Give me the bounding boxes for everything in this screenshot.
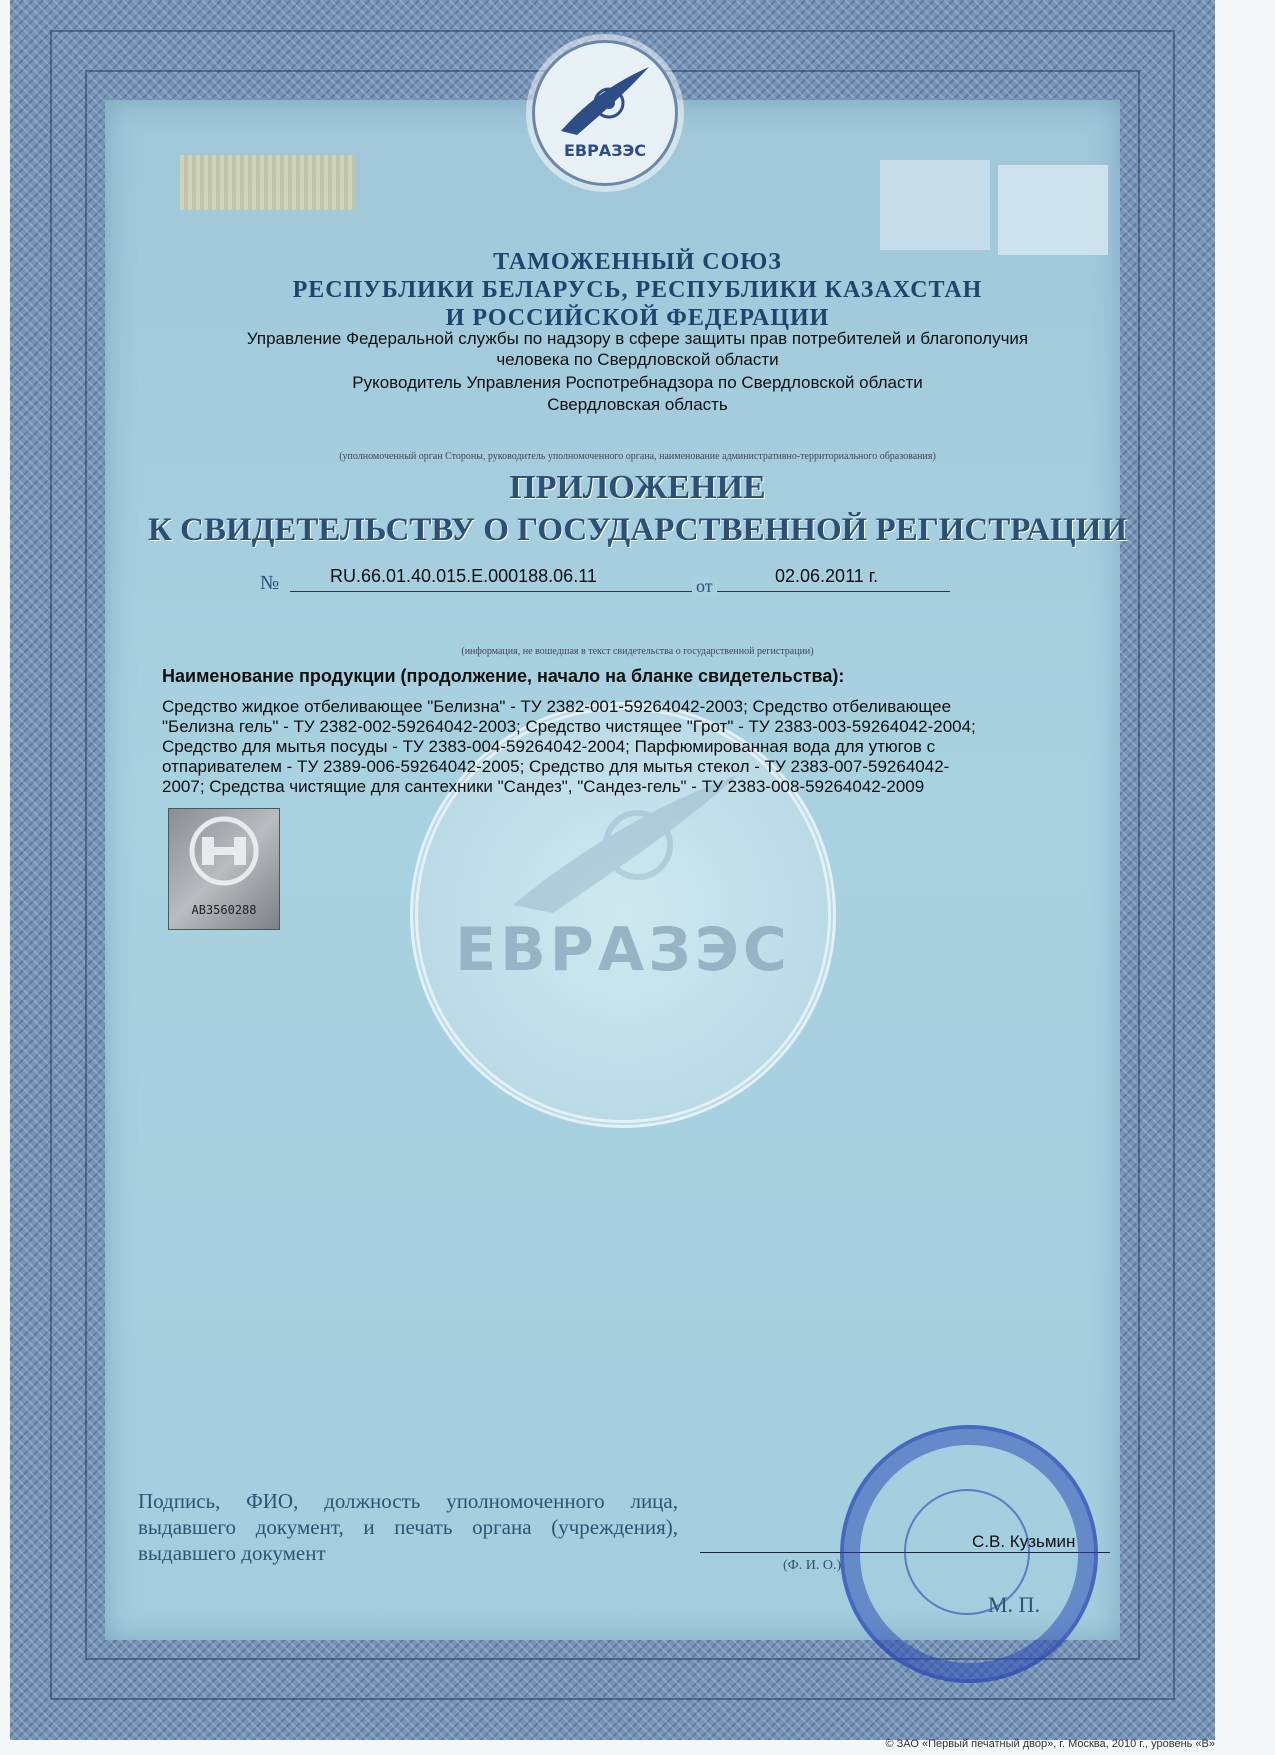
official-seal: [840, 1425, 1098, 1683]
products-heading: Наименование продукции (продолжение, начало на бланке свидетельства):: [162, 666, 845, 686]
authority-line-4: Свердловская область: [547, 395, 728, 414]
eurasec-logo: [532, 40, 678, 186]
signer-name: С.В. Кузьмин: [972, 1532, 1076, 1551]
security-patch-right-2: [998, 165, 1108, 255]
printer-footer: © ЗАО «Первый печатный двор», г. Москва, 2010 г., уровень «В»: [885, 1738, 1215, 1750]
registration-number-row: [260, 566, 1000, 598]
authority-line-1: Управление Федеральной службы по надзору в сфере защиты прав потребителей и благополучия: [246, 329, 1029, 348]
title-line-1: ПРИЛОЖЕНИЕ: [509, 469, 766, 506]
number-label: №: [260, 572, 280, 594]
product-line: "Белизна гель" - ТУ 2382-002-59264042-2003; Средство чистящее "Грот" - ТУ 2383-003-59264042-2004;: [162, 717, 976, 736]
number-underline: [290, 591, 950, 592]
header-line-3: И РОССИЙСКОЙ ФЕДЕРАЦИИ: [445, 305, 830, 331]
product-line: Средство жидкое отбеливающее "Белизна" - ТУ 2382-001-59264042-2003; Средство отбеливающее: [162, 697, 952, 716]
authority-note: (уполномоченный орган Стороны, руководитель уполномоченного органа, наименование административно-территориального образования): [339, 451, 936, 462]
watermark-text: ЕВРАЗЭС: [455, 915, 791, 985]
fio-note: (Ф. И. О.): [783, 1558, 842, 1573]
product-line: отпаривателем - ТУ 2389-006-59264042-2005; Средство для мытья стекол - ТУ 2383-007-59264042-: [162, 757, 950, 776]
registration-number: RU.66.01.40.015.Е.000188.06.11: [330, 566, 597, 586]
header-line-2: РЕСПУБЛИКИ БЕЛАРУСЬ, РЕСПУБЛИКИ КАЗАХСТАН: [292, 277, 983, 303]
products-list: [162, 697, 1082, 797]
eurasec-emblem-icon: [557, 61, 653, 141]
registration-note: (информация, не вошедшая в текст свидетельства о государственной регистрации): [461, 646, 814, 657]
hologram-emblem-icon: [169, 809, 279, 889]
security-patch-right-1: [880, 160, 990, 250]
seal-place-label: М. П.: [988, 1592, 1040, 1617]
product-line: 2007; Средства чистящие для сантехники "Сандез", "Сандез-гель" - ТУ 2383-008-59264042-2009: [162, 777, 925, 796]
hologram-code: АВ3560288: [191, 903, 257, 917]
hologram-sticker: [168, 808, 280, 930]
registration-date: 02.06.2011 г.: [775, 566, 879, 586]
from-label: от: [692, 576, 717, 597]
product-line: Средство для мытья посуды - ТУ 2383-004-59264042-2004; Парфюмированная вода для утюгов с: [162, 737, 936, 756]
logo-text: ЕВРАЗЭС: [563, 141, 647, 160]
header-line-1: ТАМОЖЕННЫЙ СОЮЗ: [493, 249, 782, 275]
authority-line-3: Руководитель Управления Роспотребнадзора по Свердловской области: [352, 373, 923, 392]
security-strip-left: [180, 155, 355, 210]
title-line-2: К СВИДЕТЕЛЬСТВУ О ГОСУДАРСТВЕННОЙ РЕГИСТРАЦИИ: [148, 512, 1127, 548]
authority-line-2: человека по Свердловской области: [496, 350, 779, 369]
signature-label: Подпись, ФИО, должность уполномоченного лица, выдавшего документ, и печать органа (учреждения), выдавшего документ: [138, 1489, 678, 1565]
